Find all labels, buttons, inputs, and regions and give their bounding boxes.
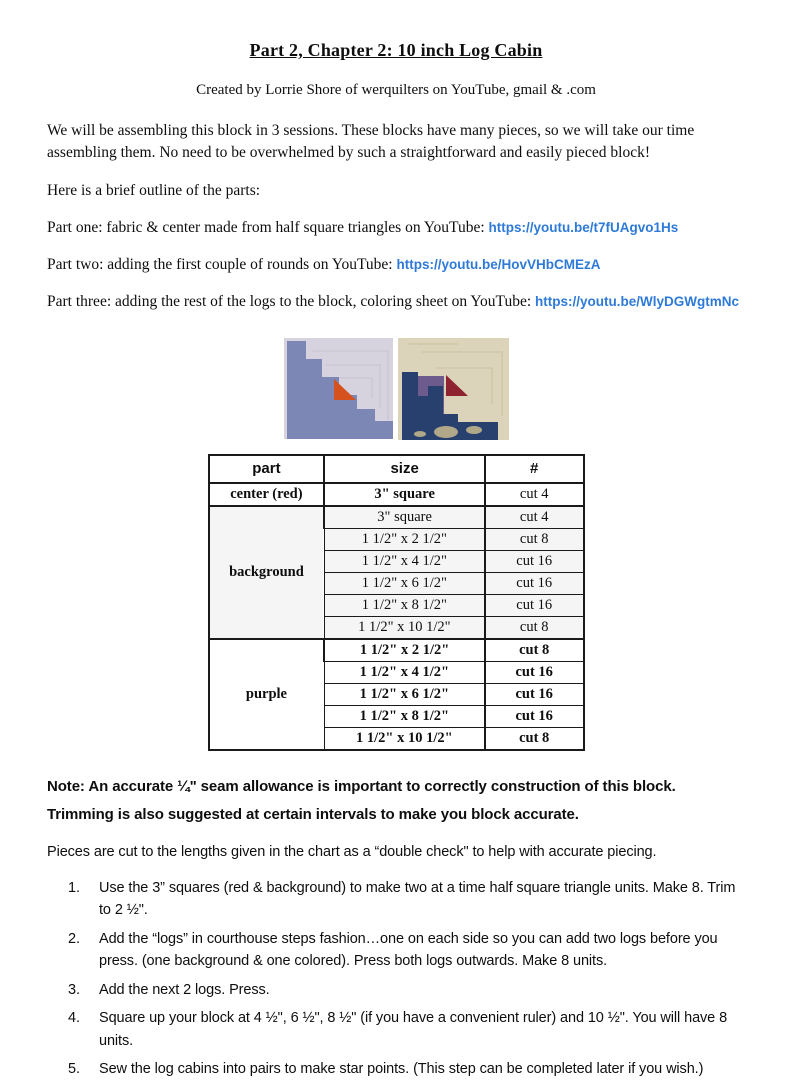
part-one-label: Part one: fabric & center made from half square triangles on YouTube:: [47, 218, 489, 236]
part-one-youtube-link[interactable]: https://youtu.be/t7fUAgvo1Hs: [488, 219, 679, 235]
size-cell: 1 1/2" x 8 1/2": [324, 594, 485, 616]
step-number: 3.: [68, 981, 80, 998]
table-row-purple: [209, 639, 584, 662]
count-cell: cut 4: [485, 483, 584, 506]
part-one-line: [47, 219, 745, 237]
part-two-label: Part two: adding the first couple of rounds on YouTube:: [47, 255, 397, 273]
step-number: 1.: [68, 879, 80, 896]
size-cell: 1 1/2" x 2 1/2": [324, 528, 485, 550]
column-header-part: part: [209, 455, 325, 483]
size-cell: 1 1/2" x 10 1/2": [324, 616, 485, 639]
page-subtitle: Created by Lorrie Shore of werquilters on YouTube, gmail & .com: [196, 82, 596, 98]
step-text: Add the “logs” in courthouse steps fashion…one on each side so you can add two logs before you press. (one background & one colored). Press both logs outwards. Make 8 units.: [99, 930, 718, 970]
part-three-youtube-link[interactable]: https://youtu.be/WlyDGWgtmNc: [535, 293, 740, 309]
step-text: Use the 3” squares (red & background) to make two at a time half square triangle units. Make 8. Trim to 2 ½".: [99, 879, 736, 919]
size-cell: 1 1/2" x 4 1/2": [324, 550, 485, 572]
count-cell: cut 16: [485, 705, 584, 727]
table-row-center: [209, 483, 584, 506]
part-label-background: background: [209, 506, 325, 639]
list-item: [68, 928, 745, 973]
page-title: Part 2, Chapter 2: 10 inch Log Cabin: [249, 40, 543, 60]
count-cell: cut 16: [485, 683, 584, 705]
part-three-line: [47, 293, 745, 311]
part-three-label: Part three: adding the rest of the logs to the block, coloring sheet on YouTube:: [47, 292, 536, 310]
step-text: Square up your block at 4 ½", 6 ½", 8 ½" (if you have a convenient ruler) and 10 ½". You will have 8 units.: [99, 1010, 728, 1049]
list-item: [68, 1007, 745, 1052]
count-cell: cut 8: [485, 616, 584, 639]
note-line-1: Note: An accurate ¼" seam allowance is important to correctly construction of this block.: [47, 777, 676, 795]
count-cell: cut 8: [485, 528, 584, 550]
size-cell: 1 1/2" x 2 1/2": [324, 639, 485, 662]
column-header-count: #: [485, 455, 584, 483]
count-cell: cut 8: [485, 727, 584, 750]
size-cell: 1 1/2" x 10 1/2": [324, 727, 485, 750]
step-number: 2.: [68, 930, 80, 947]
count-cell: cut 4: [485, 506, 584, 529]
part-two-youtube-link[interactable]: https://youtu.be/HovVHbCMEzA: [396, 256, 601, 272]
size-cell: 1 1/2" x 6 1/2": [324, 683, 485, 705]
step-text: Add the next 2 logs. Press.: [99, 981, 270, 998]
table-header-row: [209, 455, 584, 483]
count-cell: cut 16: [485, 550, 584, 572]
count-cell: cut 16: [485, 594, 584, 616]
count-cell: cut 16: [485, 572, 584, 594]
list-item: [68, 1058, 745, 1080]
outline-lead-line: Here is a brief outline of the parts:: [47, 181, 261, 199]
list-item: [68, 979, 745, 1001]
step-text: Sew the log cabins into pairs to make star points. (This step can be completed later if you wish.): [99, 1061, 704, 1078]
count-cell: cut 8: [485, 639, 584, 662]
size-cell: 3" square: [324, 483, 485, 506]
pieces-cut-note: Pieces are cut to the lengths given in the chart as a “double check" to help with accurate piecing.: [47, 843, 657, 860]
list-item: [68, 877, 745, 922]
part-label-center: center (red): [209, 483, 325, 506]
count-cell: cut 16: [485, 661, 584, 683]
assembly-steps-list: [47, 877, 745, 1081]
column-header-size: size: [324, 455, 485, 483]
quilt-block-photo-navy-gold: [398, 338, 509, 440]
size-cell: 1 1/2" x 4 1/2": [324, 661, 485, 683]
cutting-chart-table: [208, 454, 585, 751]
size-cell: 1 1/2" x 8 1/2": [324, 705, 485, 727]
quilt-block-photo-lavender: [284, 338, 393, 439]
table-row-background: [209, 506, 584, 529]
intro-paragraph: We will be assembling this block in 3 sessions. These blocks have many pieces, so we will take our time assembling them. No need to be overwhelmed by such a straightforward and easily pieced block!: [47, 122, 695, 162]
note-line-2: Trimming is also suggested at certain intervals to make you block accurate.: [47, 805, 579, 823]
sample-block-photos: [47, 338, 745, 440]
part-label-purple: purple: [209, 639, 325, 750]
size-cell: 3" square: [324, 506, 485, 529]
seam-allowance-note: [47, 779, 745, 822]
step-number: 5.: [68, 1061, 80, 1078]
part-two-line: [47, 256, 745, 274]
step-number: 4.: [68, 1010, 80, 1027]
size-cell: 1 1/2" x 6 1/2": [324, 572, 485, 594]
